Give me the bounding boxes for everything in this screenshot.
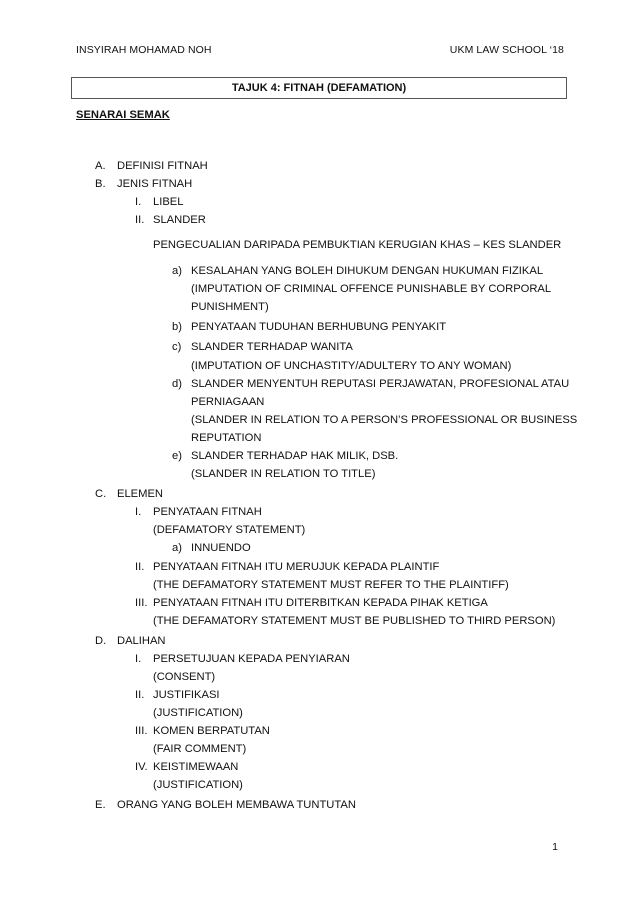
outline-item: ORANG YANG BOLEH MEMBAWA TUNTUTAN [117, 799, 356, 811]
outline-item: PENYATAAN TUDUHAN BERHUBUNG PENYAKIT [191, 321, 447, 333]
outline-item: (CONSENT) [153, 671, 216, 683]
page-number: 1 [552, 841, 558, 853]
header-school: UKM LAW SCHOOL ‘18 [449, 44, 564, 56]
outline-item: (THE DEFAMATORY STATEMENT MUST BE PUBLISHED TO THIRD PERSON) [153, 615, 556, 627]
outline-item: SLANDER [153, 214, 206, 226]
outline-item: JUSTIFIKASI [153, 689, 220, 701]
outline-marker: C. [95, 488, 107, 500]
outline-marker: II. [135, 214, 145, 226]
section-heading: SENARAI SEMAK [76, 109, 170, 121]
outline-item: SLANDER TERHADAP WANITA [191, 341, 353, 353]
document-title: TAJUK 4: FITNAH (DEFAMATION) [71, 77, 567, 99]
outline-item: (SLANDER IN RELATION TO A PERSON’S PROFESSIONAL OR BUSINESS [191, 414, 578, 426]
outline-item: (JUSTIFICATION) [153, 707, 243, 719]
outline-item: JENIS FITNAH [117, 178, 193, 190]
outline-item: KEISTIMEWAAN [153, 761, 239, 773]
outline-marker: II. [135, 561, 145, 573]
outline-item: KOMEN BERPATUTAN [153, 725, 270, 737]
outline-item: KESALAHAN YANG BOLEH DIHUKUM DENGAN HUKUMAN FIZIKAL [191, 265, 544, 277]
outline-item: PERNIAGAAN [191, 396, 265, 408]
outline-item: SLANDER TERHADAP HAK MILIK, DSB. [191, 450, 399, 462]
outline-item: SLANDER MENYENTUH REPUTASI PERJAWATAN, PROFESIONAL ATAU [191, 378, 570, 390]
outline-item: PENYATAAN FITNAH ITU DITERBITKAN KEPADA PIHAK KETIGA [153, 597, 488, 609]
outline-item: PENYATAAN FITNAH [153, 506, 262, 518]
outline-item: PERSETUJUAN KEPADA PENYIARAN [153, 653, 350, 665]
outline-marker: a) [172, 265, 182, 277]
outline-marker: I. [135, 653, 142, 665]
outline-marker: III. [135, 725, 148, 737]
outline-marker: II. [135, 689, 145, 701]
header-author: INSYIRAH MOHAMAD NOH [76, 44, 212, 56]
outline-marker: d) [172, 378, 182, 390]
outline-marker: a) [172, 542, 182, 554]
outline-item: DEFINISI FITNAH [117, 160, 208, 172]
outline-item: (THE DEFAMATORY STATEMENT MUST REFER TO THE PLAINTIFF) [153, 579, 509, 591]
outline-marker: A. [95, 160, 106, 172]
outline-marker: B. [95, 178, 106, 190]
outline-item: REPUTATION [191, 432, 262, 444]
outline-marker: E. [95, 799, 106, 811]
outline-marker: III. [135, 597, 148, 609]
outline-marker: I. [135, 196, 142, 208]
outline-item: (IMPUTATION OF UNCHASTITY/ADULTERY TO ANY WOMAN) [191, 360, 512, 372]
outline-marker: e) [172, 450, 182, 462]
outline-marker: b) [172, 321, 182, 333]
outline-item: (DEFAMATORY STATEMENT) [153, 524, 306, 536]
outline-item: (IMPUTATION OF CRIMINAL OFFENCE PUNISHABLE BY CORPORAL [191, 283, 552, 295]
outline-marker: IV. [135, 761, 148, 773]
outline-marker: I. [135, 506, 142, 518]
outline-item: DALIHAN [117, 635, 166, 647]
outline-marker: D. [95, 635, 107, 647]
outline-item: (JUSTIFICATION) [153, 779, 243, 791]
outline-item: (SLANDER IN RELATION TO TITLE) [191, 468, 376, 480]
outline-item: PENYATAAN FITNAH ITU MERUJUK KEPADA PLAINTIF [153, 561, 440, 573]
outline-item: PENGECUALIAN DARIPADA PEMBUKTIAN KERUGIAN KHAS – KES SLANDER [153, 239, 562, 251]
outline-item: INNUENDO [191, 542, 251, 554]
outline-marker: c) [172, 341, 182, 353]
outline-item: (FAIR COMMENT) [153, 743, 247, 755]
outline-item: LIBEL [153, 196, 184, 208]
outline-item: PUNISHMENT) [191, 301, 269, 313]
outline-item: ELEMEN [117, 488, 164, 500]
